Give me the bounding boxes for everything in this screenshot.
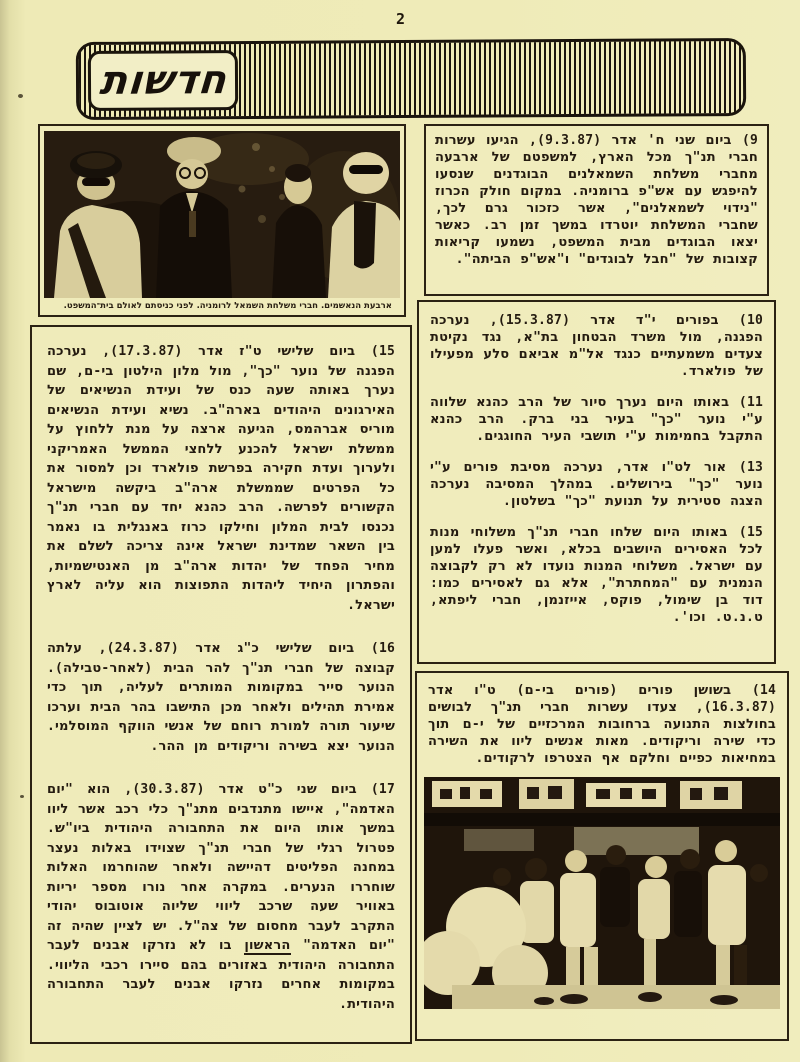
article-item-17 xyxy=(47,780,395,1014)
street-march-photo xyxy=(424,777,780,1009)
article-item-17-underlined-word: הראשון xyxy=(244,938,291,953)
article-item-10: 10) בפורים י"ד אדר (15.3.87), נערכה הפגנה, מול משרד הבטחון בת"א, נגד נקיטת צעדים משמעתיים כנגד אל"מ אביאם סלע מפעילו של פולארד. xyxy=(430,313,764,379)
article-item-17-text: 17) ביום שני כ"ט אדר (30.3.87), הוא "יום האדמה", איישו מתנדבים מתנ"ך כלי רכב אשר ליוו במשך אותו היום את התחבורה היהודית ביו"ש. פטרול רגלי של חברי תנ"ך שצוידו באלות נעצר במחנה הפליטים דהיישה ולאחר שהוחרמו האלות שוחררו הנערים. במקרה אחר נורו מספר יריות באוויר שעה שרכב ליווי שליוה אוטובוס יהודי התקרב לעבר מחסום של צה"ל. יש לציין שהיה זה "יום האדמה" xyxy=(47,782,395,953)
masthead-label xyxy=(88,50,238,111)
article-item-16: 16) ביום שלישי כ"ג אדר (24.3.87), עלתה קבוצה של חברי תנ"ך להר הבית (לאחר-טבילה). הנוער סייר במקומות המותרים לעליה, תוך כדי אמירת תהילים ולאחר מכן התישבו בהר הבית וערכו שיעור תורה למורת רוחם של אנשי הווקף המוסלמי. הנוער יצא בשירה וריקודים מן ההר. xyxy=(47,641,395,754)
scan-speck xyxy=(18,94,23,98)
top-photo-caption: ארבעת הנאשמים. חברי משלחת השמאל לרומניה. לפני כניסתם לאולם בית־המשפט. xyxy=(63,301,392,311)
article-box-14 xyxy=(415,671,789,1041)
masthead-title: חדשות xyxy=(97,57,229,104)
article-item-13: 13) אור לט"ו אדר, נערכה מסיבת פורים ע"י נוער "כך" בירושלים. במהלך המסיבה נערכה הצגה סטירית על תנועת "כך" בשלטון. xyxy=(430,460,763,509)
article-item-15-left: 15) ביום שלישי ט"ז אדר (17.3.87), נערכה הפגנה של נוער "כך", מול מלון הילטון בי-ם, שם נערך באותה שעה כנס של ועידת הנשיאים של האירגונים היהודים בארה"ב. נשיא ועידת הנשיאים מוריס אברהמס, הגיעה ארצה על מנת ללחוץ על ממשלת ישראל להכנע ללחצי הממשל האמריקני ולערוך ועדת חקירה בפרשת פולארד וכן למסור את כל הפרטים שממשלת ארה"ב ביקשה מישראל הקשורים לפרשה. הרב כהנא יחד עם חברי תנ"ך נכנסו לבית המלון וחילקו כרוז באנגלית בו נאמר בין השאר שמדינת ישראל אינה צריכה לשלם את מחיר הפחד של יהדות ארה"ב מן האנטישמיות, והפתרון היחיד ליהדות התפוצות הוא עליה לארץ ישראל. xyxy=(47,344,395,613)
article-item-15-right: 15) באותו היום שלחו חברי תנ"ך משלוחי מנות לכל האסירים היושבים בכלא, ואשר פעלו למען עם ישראל. משלוחי המנות נועדו לא רק לקבוצה הנמנית עם "המחתרת", אלא גם לאסירים כמו: דוד בן שימול, פוקס, אייזנמן, חברי ליפתא, ט.נ.ט. וכו'. xyxy=(430,525,763,625)
article-item-9: 9) ביום שני ח' אדר (9.3.87), הגיעו עשרות חברי תנ"ך מכל הארץ, למשפטם של ארבעה מחברי משלחת השמאלנים הבוגדנים שנסעו להיפגש עם אש"פ ברומניה. במקום חולק הכרוז "נידוי לשמאלנים", אשר כזכור גרם לכך, שחברי המשלחת יוטרדו במשך זמן רב. כאשר יצאו הבוגדים מבית המשפט, נשמעו קריאות קצובות של "חבל לבוגדים" ו"אש"פ הביתה". xyxy=(435,133,758,267)
article-item-17-text-end: בו לא נזרקו אבנים לעבר התחבורה היהודית באזורים בהם סיירו רכבי הליווי. במקומות אחרים נזרקו אבנים לעבר התחבורה היהודית. xyxy=(47,938,395,1012)
article-box-left xyxy=(30,325,412,1044)
article-box-9 xyxy=(424,124,769,296)
article-item-14: 14) בשושן פורים (פורים בי-ם) ט"ו אדר (16.3.87), צעדו עשרות חברי תנ"ך לבושים בחולצות התנועה ברחובות המרכזיים של י-ם תוך כדי שירה וריקודים. מאות אנשים ליוו את השירה במחיאות כפיים וחלקם אף הצטרפו לרקודים. xyxy=(428,683,776,766)
article-box-10-15 xyxy=(417,300,776,664)
top-photo-frame xyxy=(38,124,406,317)
scan-speck xyxy=(20,795,24,798)
four-accused-photo xyxy=(44,131,400,298)
article-item-11: 11) באותו היום נערך סיור של הרב כהנא שלווה ע"י נוער "כך" בעיר בני ברק. הרב כהנא התקבל בחמימות ע"י תושבי העיר החוגגים. xyxy=(430,395,763,444)
page-number: 2 xyxy=(396,10,406,28)
masthead xyxy=(76,38,746,120)
